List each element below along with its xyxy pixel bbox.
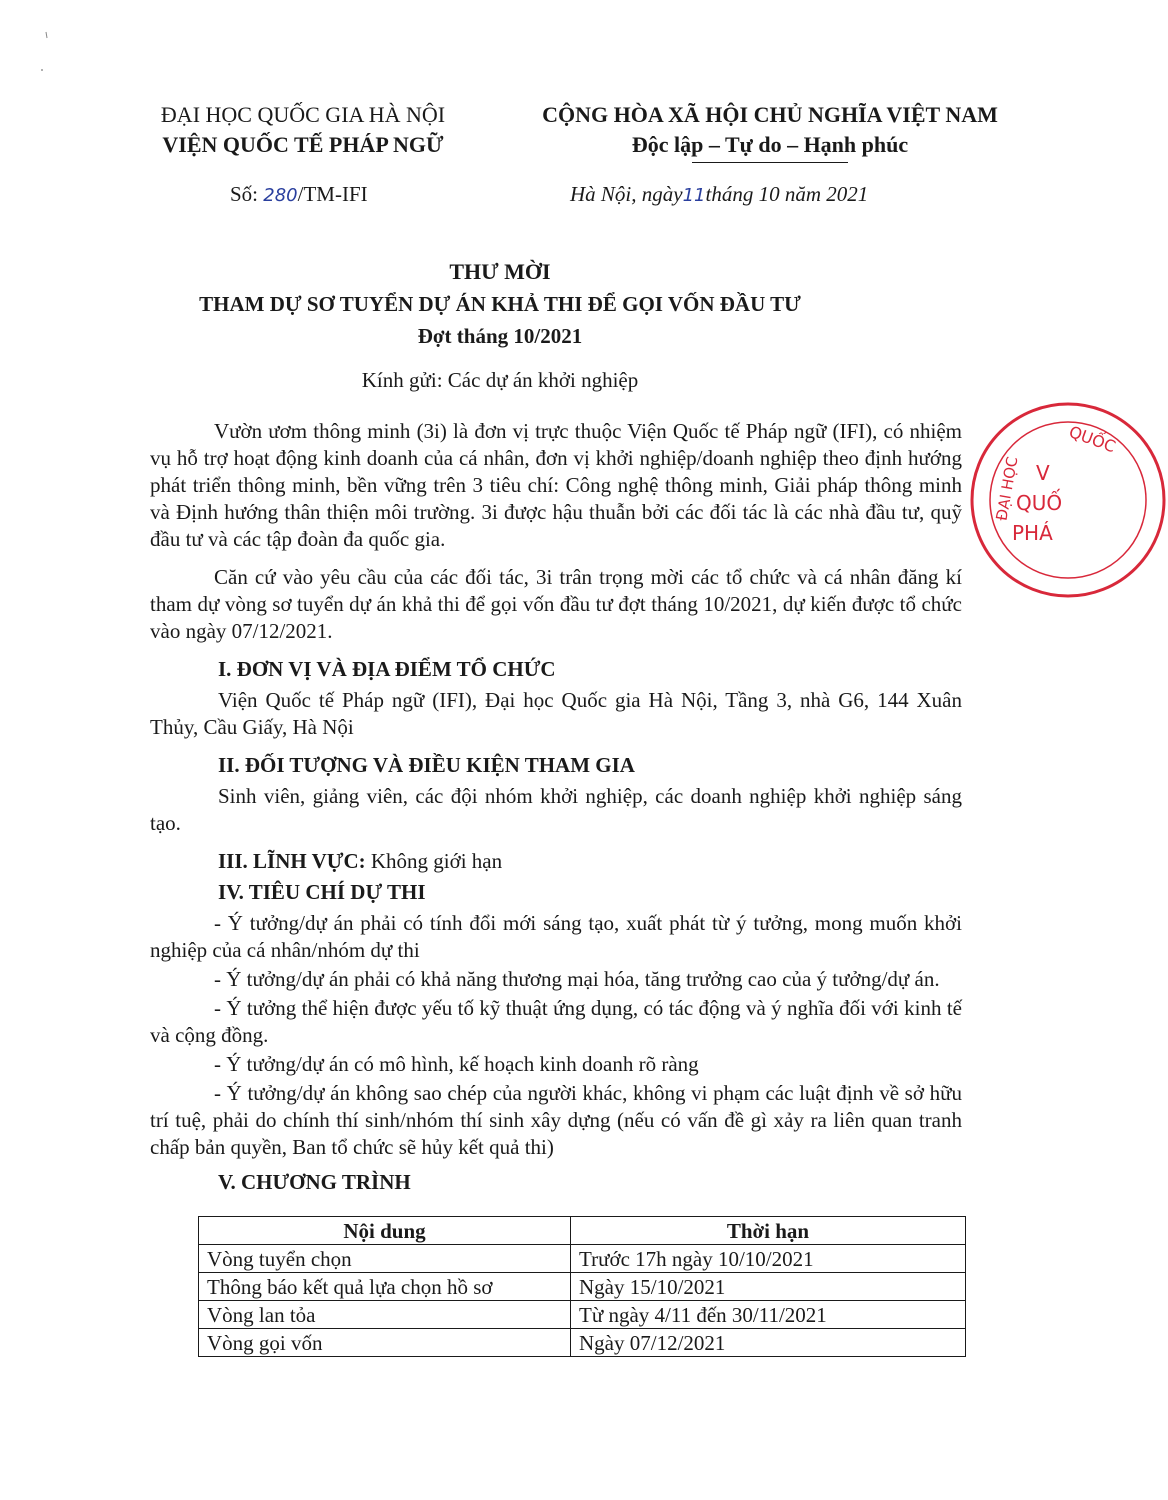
intro-paragraph-1: Vườn ươm thông minh (3i) là đơn vị trực thuộc Viện Quốc tế Pháp ngữ (IFI), có nhiệm vụ hỗ trợ hoạt động kinh doanh của cá nhân, đơn vị khởi nghiệp/doanh nghiệp theo định hướng phát triển thông minh, bền vững trên 3 tiêu chí: Công nghệ thông minh, Giải pháp thông minh và Định hướng thân thiện môi trường. 3i được hậu thuẫn bởi các đối tác là các nhà đầu tư, quỹ đầu tư và các tập đoàn đa quốc gia. [150, 419, 962, 551]
table-row [199, 1301, 966, 1329]
national-header [500, 100, 1040, 160]
title-line-2: THAM DỰ SƠ TUYỂN DỰ ÁN KHẢ THI ĐỂ GỌI VỐN ĐẦU TƯ [199, 292, 801, 316]
salutation: Kính gửi: Các dự án khởi nghiệp [361, 368, 639, 392]
title-line-3: Đợt tháng 10/2021 [417, 324, 583, 348]
institute-name: VIỆN QUỐC TẾ PHÁP NGỮ [162, 132, 444, 157]
table-cell-content: Vòng tuyển chọn [199, 1245, 571, 1273]
country-name: CỘNG HÒA XÃ HỘI CHỦ NGHĨA VIỆT NAM [542, 102, 998, 127]
section-3-value: Không giới hạn [365, 849, 503, 873]
motto-text: Độc lập – Tự do – Hạnh phúc [631, 132, 909, 157]
table-cell-content: Vòng gọi vốn [199, 1329, 571, 1357]
column-header-content: Nội dung [199, 1217, 571, 1245]
national-motto [632, 130, 908, 160]
section-1-heading: I. ĐƠN VỊ VÀ ĐỊA ĐIỂM TỔ CHỨC [218, 657, 556, 681]
ref-number-handwritten: 280 [263, 185, 298, 206]
table-cell-deadline: Ngày 15/10/2021 [571, 1273, 966, 1301]
table-row [199, 1329, 966, 1357]
official-seal-stamp [968, 400, 1168, 600]
ref-prefix: Số: [230, 182, 264, 206]
table-row [199, 1245, 966, 1273]
date-suffix: tháng 10 năm 2021 [705, 182, 869, 206]
issue-date [570, 182, 950, 207]
table-cell-deadline: Từ ngày 4/11 đến 30/11/2021 [571, 1301, 966, 1329]
section-2-heading: II. ĐỐI TƯỢNG VÀ ĐIỀU KIỆN THAM GIA [218, 753, 635, 777]
date-prefix: Hà Nội, ngày [570, 182, 683, 206]
scan-marks [40, 30, 50, 90]
table-cell-deadline: Ngày 07/12/2021 [571, 1329, 966, 1357]
letter-body [150, 418, 962, 1200]
document-title [120, 256, 880, 352]
title-line-1: THƯ MỜI [449, 259, 551, 284]
section-4-heading: IV. TIÊU CHÍ DỰ THI [218, 880, 426, 904]
intro-paragraph-2: Căn cứ vào yêu cầu của các đối tác, 3i trân trọng mời các tổ chức và cá nhân đăng kí tham dự vòng sơ tuyển dự án khả thi để gọi vốn đầu tư đợt tháng 10/2021, dự kiến được tổ chức vào ngày 07/12/2021. [150, 565, 962, 643]
criteria-item: - Ý tưởng/dự án phải có khả năng thương mại hóa, tăng trưởng cao của ý tưởng/dự án. [214, 967, 940, 991]
seal-text-top: QUỐC [1066, 421, 1119, 457]
date-day-handwritten: 11 [682, 185, 706, 206]
ref-suffix: /TM-IFI [297, 182, 368, 206]
criteria-item: - Ý tưởng/dự án có mô hình, kế hoạch kinh doanh rõ ràng [214, 1052, 699, 1076]
seal-text-mid-1: V [1036, 461, 1050, 485]
seal-text-mid-2: QUỐ [1016, 491, 1063, 515]
criteria-item: - Ý tưởng/dự án phải có tính đổi mới sáng tạo, xuất phát từ ý tưởng, mong muốn khởi nghiệp của cá nhân/nhóm dự thi [150, 911, 962, 962]
table-header-row [199, 1217, 966, 1245]
section-1-text: Viện Quốc tế Pháp ngữ (IFI), Đại học Quốc gia Hà Nội, Tầng 3, nhà G6, 144 Xuân Thủy, Cầu Giấy, Hà Nội [150, 688, 962, 739]
motto-underline [692, 162, 848, 163]
seal-text-mid-3: PHÁ [1012, 521, 1053, 545]
table-cell-content: Vòng lan tỏa [199, 1301, 571, 1329]
schedule-table [198, 1216, 966, 1357]
seal-text-left: ĐẠI HỌC [992, 455, 1022, 523]
university-name: ĐẠI HỌC QUỐC GIA HÀ NỘI [160, 102, 446, 127]
section-2-text: Sinh viên, giảng viên, các đội nhóm khởi nghiệp, các doanh nghiệp khởi nghiệp sáng tạo. [150, 784, 962, 835]
column-header-deadline: Thời hạn [571, 1217, 966, 1245]
table-cell-deadline: Trước 17h ngày 10/10/2021 [571, 1245, 966, 1273]
table-row [199, 1273, 966, 1301]
section-3-heading [218, 848, 962, 875]
issuing-organization [128, 100, 478, 160]
section-3-label: III. LĨNH VỰC: [218, 849, 366, 873]
document-number [230, 182, 368, 207]
criteria-item: - Ý tưởng thể hiện được yếu tố kỹ thuật ứng dụng, có tác động và ý nghĩa đối với kinh tế và cộng đồng. [150, 996, 962, 1047]
criteria-item: - Ý tưởng/dự án không sao chép của người khác, không vi phạm các luật định về sở hữu trí tuệ, phải do chính thí sinh/nhóm thí sinh xây dựng (nếu có vấn đề gì xảy ra liên quan tranh chấp bản quyền, Ban tổ chức sẽ hủy kết quả thi) [150, 1081, 962, 1159]
section-5-heading: V. CHƯƠNG TRÌNH [218, 1170, 411, 1194]
table-cell-content: Thông báo kết quả lựa chọn hồ sơ [199, 1273, 571, 1301]
